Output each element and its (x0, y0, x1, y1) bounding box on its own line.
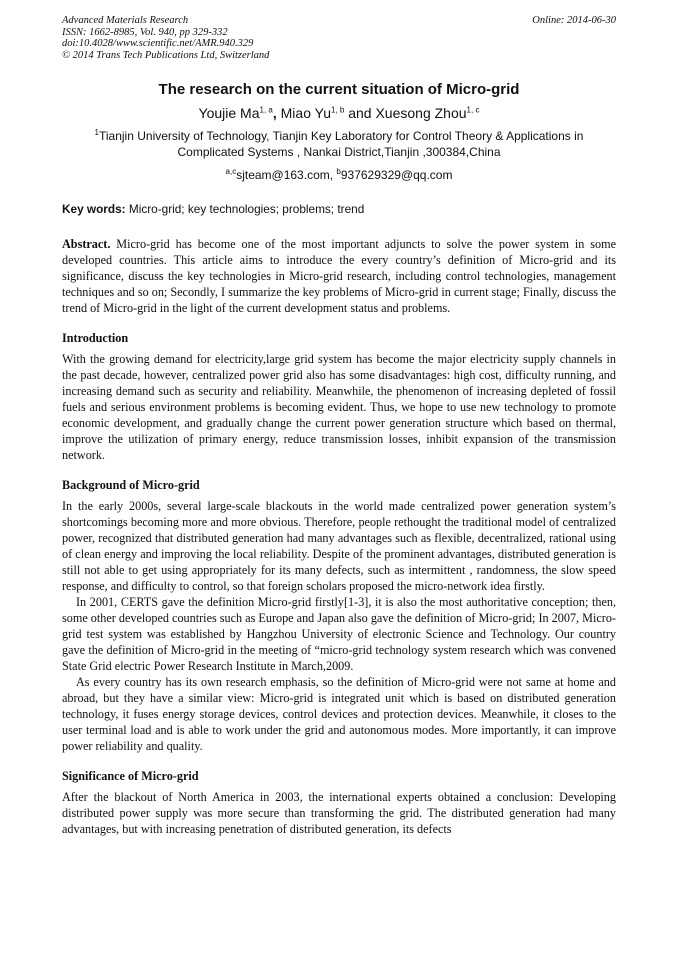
paper-body (62, 236, 616, 837)
author-affil-marker: 1, b (330, 105, 345, 115)
author-name: Xuesong Zhou (375, 105, 467, 121)
section-heading-significance: Significance of Micro-grid (62, 769, 199, 783)
section-heading-introduction: Introduction (62, 331, 129, 345)
author-separator: , (272, 105, 277, 121)
author-name: Youjie Ma (198, 105, 260, 121)
email-marker: b (336, 167, 341, 176)
issn-line: ISSN: 1662-8985, Vol. 940, pp 329-332 (62, 26, 228, 38)
abstract (62, 236, 616, 316)
keywords-text: Micro-grid; key technologies; problems; trend (125, 202, 365, 216)
paper-title: The research on the current situation of Micro-grid (158, 81, 520, 98)
title-block (62, 81, 616, 183)
keywords (62, 201, 616, 217)
author-and: and (348, 105, 372, 121)
affiliation (62, 128, 616, 160)
abstract-label: Abstract. (62, 237, 111, 251)
journal-name: Advanced Materials Research (62, 15, 189, 26)
online-date: Online: 2014-06-30 (532, 15, 616, 26)
keywords-label: Key words: (62, 202, 126, 216)
paragraph: In the early 2000s, several large-scale blackouts in the world made centralized power generation system’s shortcomings becoming more and more obvious. Therefore, people rethought the traditional model of centralized power, recognized that distributed generation had many advantages such as flexible, decentralized, rational using of clean energy and improving the local reliability. Despite of the prominent advantages, distributed generation is still not able to get using appropriately for its many defects, such as intermittent , randomness, the slow speed response, and difficulty to control, so that foreign scholars proposed the micro-network idea firstly. (62, 499, 616, 593)
section-heading-background: Background of Micro-grid (62, 478, 200, 492)
email-address[interactable]: 937629329@qq.com (340, 168, 453, 182)
affiliation-text: Tianjin University of Technology, Tianjin Key Laboratory for Control Theory & Applications in Complicated Systems , Nankai District,Tianjin ,300384,China (98, 129, 584, 159)
email-address[interactable]: sjteam@163.com, (236, 168, 337, 182)
affil-marker: 1 (94, 128, 99, 137)
author-affil-marker: 1, c (466, 105, 480, 115)
author-name: Miao Yu (280, 105, 331, 121)
author-affil-marker: 1, a (259, 105, 273, 115)
copyright-line: © 2014 Trans Tech Publications Ltd, Switzerland (62, 49, 270, 61)
author-list (62, 104, 616, 122)
email-line (62, 168, 616, 183)
paragraph: With the growing demand for electricity,large grid system has become the major electricity supply channels in the past decade, however, centralized power grid also has some disadvantages: high cost, difficulty running, and increasing demand such as security and reliability. Meanwhile, the phenomenon of increasing depleted of fossil fuels and serious environment problems is becoming evident. Thus, we hope to use new technology to promote economic development, and gradually change the current power generation structure which based on thermal, improve the utilization of primary energy, reduce transmission losses, inhibit expansion of the transmission network. (62, 352, 616, 462)
paragraph: As every country has its own research emphasis, so the definition of Micro-grid were not same at home and abroad, but they have a similar view: Micro-grid is integrated unit which is based on distributed generation technology, it fuses energy storage devices, control devices and protection devices. Meanwhile, it closes to the user terminal load and is able to work under the grid and autonomous modes. More importantly, it can improve power reliability and quality. (62, 675, 616, 753)
abstract-text: Micro-grid has become one of the most important adjuncts to solve the power system in some developed countries. This article aims to introduce the every country’s definition of Micro-grid and its significance, discuss the key technologies in Micro-grid research, including control technologies, management techniques and so on; Secondly, I summarize the key problems of Micro-grid in current stage; Finally, discuss the trend of Micro-grid in the light of the current development status and problems. (62, 237, 616, 315)
paragraph: After the blackout of North America in 2003, the international experts obtained a conclusion: Developing distributed power supply was more secure than transforming the grid. The distributed generation had many advantages, but with increasing penetration of distributed generation, its defects (62, 790, 616, 836)
journal-header (62, 15, 616, 61)
doi-line: doi:10.4028/www.scientific.net/AMR.940.329 (62, 38, 254, 50)
paragraph: In 2001, CERTS gave the definition Micro-grid firstly[1-3], it is also the most authoritative conception; then, some other developed countries such as Europe and Japan also gave the definition of Micro-grid; In 2007, Micro-grid test system was established by Hangzhou University of electronic Science and Technology. Our country gave the definition of Micro-grid in the meeting of “micro-grid technology system research which was convened State Grid electric Power Research Institute in March,2009. (62, 595, 616, 673)
email-marker: a,c (225, 167, 237, 176)
